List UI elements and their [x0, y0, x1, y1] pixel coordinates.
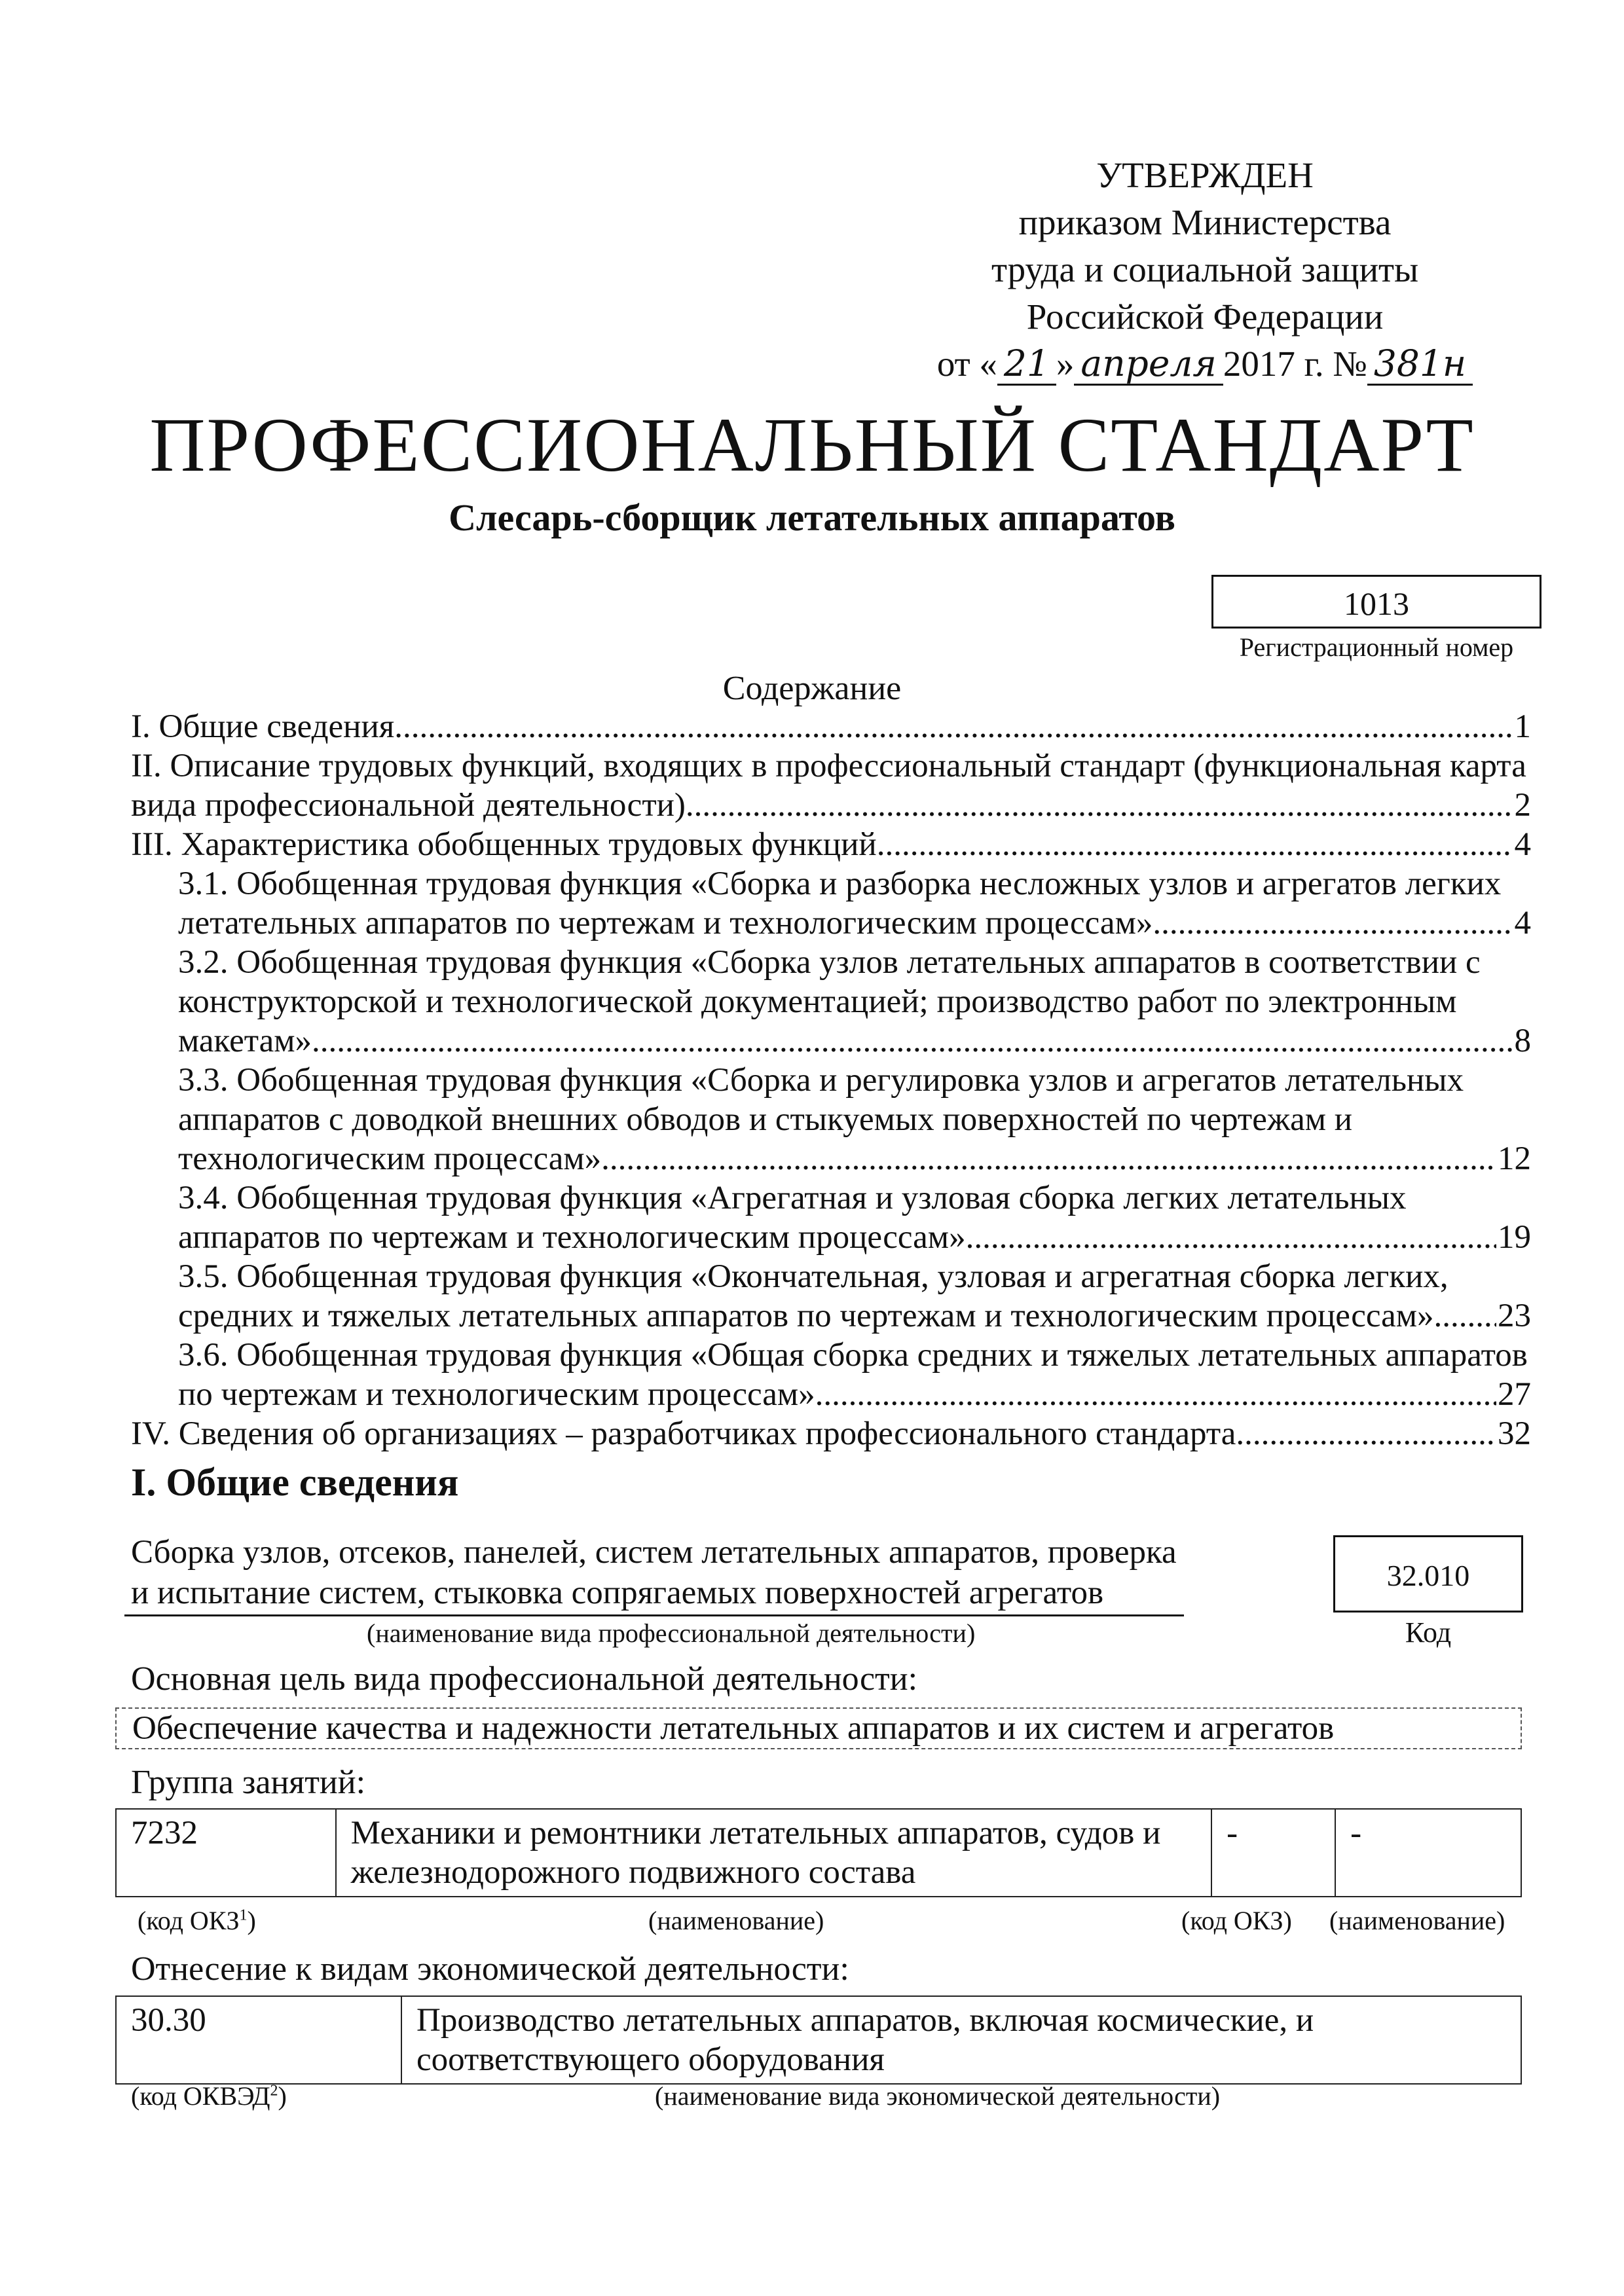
toc-leader	[1153, 903, 1513, 943]
toc-entry-3[interactable]	[131, 825, 1531, 864]
approval-line-2: труда и социальной защиты	[991, 249, 1419, 289]
toc-page: 1	[1514, 708, 1531, 745]
registration-number-box: 1013	[1211, 575, 1541, 629]
group-label: Группа занятий:	[131, 1764, 366, 1801]
okved-caption-text: (код ОКВЭД	[131, 2081, 270, 2111]
table-row	[116, 1996, 1521, 2084]
activity-caption: (наименование вида профессиональной деятельности)	[367, 1618, 976, 1648]
toc-page: 27	[1498, 1376, 1531, 1413]
activity-line-2: и испытание систем, стыковка сопрягаемых поверхностей агрегатов	[131, 1575, 1104, 1611]
okz-captions	[138, 1905, 1526, 1938]
okz-code-cell: 7232	[116, 1809, 336, 1897]
toc-page: 2	[1514, 787, 1531, 824]
toc-entry-text: II. Описание трудовых функций, входящих в профессиональный стандарт (функциональная карта	[131, 748, 1526, 784]
toc-entry-text: 3.3. Обобщенная трудовая функция «Сборка и регулировка узлов и агрегатов летательных	[178, 1062, 1464, 1099]
okved-captions	[131, 2081, 1519, 2113]
date-year: 2017 г. №	[1223, 344, 1367, 384]
toc-heading: Содержание	[722, 670, 902, 707]
okz-code2-cell: -	[1211, 1809, 1335, 1897]
toc-entry-text: 3.1. Обобщенная трудовая функция «Сборка и разборка несложных узлов и агрегатов легких	[178, 866, 1502, 902]
toc-entry-2[interactable]	[131, 746, 1531, 825]
toc-page: 4	[1514, 905, 1531, 941]
toc-entry-3-3[interactable]	[178, 1061, 1531, 1178]
toc-leader	[312, 1021, 1513, 1061]
okved-name-line-2: соответствующего оборудования	[416, 2041, 885, 2078]
handwritten-day: 21	[997, 343, 1056, 386]
econ-activity-table	[115, 1995, 1522, 2085]
date-prefix: от «	[936, 344, 997, 384]
approval-status: УТВЕРЖДЕН	[1096, 155, 1314, 195]
okz-name-cell	[336, 1809, 1211, 1897]
okved-name-line-1: Производство летательных аппаратов, включая космические, и	[416, 2002, 1314, 2039]
activity-code-caption: Код	[1405, 1616, 1452, 1649]
okz-caption-end: )	[247, 1906, 256, 1935]
activity-name	[131, 1532, 1179, 1613]
toc-entry-text: I. Общие сведения	[131, 708, 395, 745]
toc-entry-text-cont: макетам»	[178, 1023, 312, 1059]
toc-entry-text: IV. Сведения об организациях – разработчиках профессионального стандарта	[131, 1415, 1236, 1452]
okz-name2-cell: -	[1335, 1809, 1521, 1897]
okz-name2-caption: (наименование)	[1329, 1906, 1505, 1935]
approval-line-3: Российской Федерации	[1026, 297, 1384, 337]
toc-entry-text-2: аппаратов с доводкой внешних обводов и стыкуемых поверхностей по чертежам и	[178, 1101, 1353, 1138]
approval-date-line	[904, 340, 1506, 388]
table-row	[116, 1809, 1521, 1897]
okz-name-caption: (наименование)	[648, 1906, 824, 1935]
activity-line-1: Сборка узлов, отсеков, панелей, систем летательных аппаратов, проверка	[131, 1534, 1177, 1571]
toc-entry-text-cont: вида профессиональной деятельности)	[131, 787, 686, 824]
registration-number-caption: Регистрационный номер	[1239, 632, 1514, 662]
okved-code-cell: 30.30	[116, 1996, 401, 2084]
toc-page: 32	[1498, 1415, 1531, 1452]
okz-code-caption	[138, 1905, 256, 1936]
toc-entry-text: 3.5. Обобщенная трудовая функция «Окончательная, узловая и агрегатная сборка легких,	[178, 1258, 1449, 1295]
handwritten-order-number: 381н	[1367, 343, 1473, 386]
footnote-ref-2[interactable]: 2	[270, 2082, 278, 2100]
okz-code2-caption: (код ОКЗ)	[1181, 1906, 1292, 1935]
toc-leader	[966, 1218, 1496, 1257]
toc-leader	[877, 825, 1513, 864]
toc-entry-text-cont: летательных аппаратов по чертежам и технологическим процессам»	[178, 905, 1153, 941]
table-of-contents	[131, 707, 1531, 1453]
toc-entry-1[interactable]	[131, 707, 1531, 746]
toc-leader	[1434, 1296, 1496, 1336]
toc-leader	[601, 1139, 1496, 1178]
okz-name-line-1: Механики и ремонтники летательных аппаратов, судов и	[350, 1815, 1161, 1851]
toc-entry-text-cont: аппаратов по чертежам и технологическим процессам»	[178, 1219, 966, 1256]
toc-page: 8	[1514, 1023, 1531, 1059]
footnote-ref-1[interactable]: 1	[239, 1906, 248, 1924]
toc-entry-text: III. Характеристика обобщенных трудовых функций	[131, 826, 877, 863]
approval-block	[904, 152, 1506, 388]
toc-entry-3-1[interactable]	[178, 864, 1531, 943]
okved-name-caption: (наименование вида экономической деятельности)	[655, 2081, 1221, 2111]
toc-entry-3-6[interactable]	[178, 1336, 1531, 1414]
toc-entry-3-4[interactable]	[178, 1178, 1531, 1257]
toc-entry-text: 3.2. Обобщенная трудовая функция «Сборка узлов летательных аппаратов в соответствии с	[178, 944, 1481, 981]
toc-leader	[1236, 1414, 1496, 1453]
goal-label: Основная цель вида профессиональной деятельности:	[131, 1660, 918, 1698]
document-subtitle: Слесарь-сборщик летательных аппаратов	[449, 496, 1175, 539]
handwritten-month: апреля	[1074, 343, 1223, 386]
toc-leader	[686, 786, 1513, 825]
toc-leader	[815, 1375, 1496, 1414]
okz-name-line-2: железнодорожного подвижного состава	[350, 1854, 916, 1891]
toc-entry-text-cont: технологическим процессам»	[178, 1140, 602, 1177]
okved-code-caption	[131, 2081, 287, 2111]
toc-page: 19	[1498, 1219, 1531, 1256]
section-heading: I. Общие сведения	[131, 1461, 459, 1504]
toc-entry-text-cont: по чертежам и технологическим процессам»	[178, 1376, 815, 1413]
econ-activity-label: Отнесение к видам экономической деятельности:	[131, 1950, 849, 1988]
activity-underline	[124, 1614, 1184, 1616]
activity-code-box: 32.010	[1333, 1535, 1523, 1613]
approval-line-1: приказом Министерства	[1018, 202, 1392, 242]
toc-entry-text-cont: средних и тяжелых летательных аппаратов по чертежам и технологическим процессам»	[178, 1298, 1434, 1334]
toc-page: 4	[1514, 826, 1531, 863]
date-mid: »	[1056, 344, 1075, 384]
toc-entry-3-5[interactable]	[178, 1257, 1531, 1336]
toc-entry-text: 3.6. Обобщенная трудовая функция «Общая сборка средних и тяжелых летательных аппаратов	[178, 1337, 1528, 1374]
toc-entry-4[interactable]	[131, 1414, 1531, 1453]
toc-page: 23	[1498, 1298, 1531, 1334]
document-title: ПРОФЕССИОНАЛЬНЫЙ СТАНДАРТ	[149, 402, 1475, 488]
toc-entry-3-2[interactable]	[178, 943, 1531, 1061]
okz-caption-text: (код ОКЗ	[138, 1906, 240, 1935]
okved-name-cell	[401, 1996, 1521, 2084]
toc-leader	[394, 707, 1513, 746]
toc-entry-text-2: конструкторской и технологической документацией; производство работ по электронным	[178, 983, 1457, 1020]
toc-entry-text: 3.4. Обобщенная трудовая функция «Агрегатная и узловая сборка легких летательных	[178, 1180, 1407, 1216]
goal-field: Обеспечение качества и надежности летательных аппаратов и их систем и агрегатов	[115, 1707, 1522, 1749]
okved-caption-end: )	[278, 2081, 287, 2111]
toc-page: 12	[1498, 1140, 1531, 1177]
occupation-group-table	[115, 1808, 1522, 1897]
